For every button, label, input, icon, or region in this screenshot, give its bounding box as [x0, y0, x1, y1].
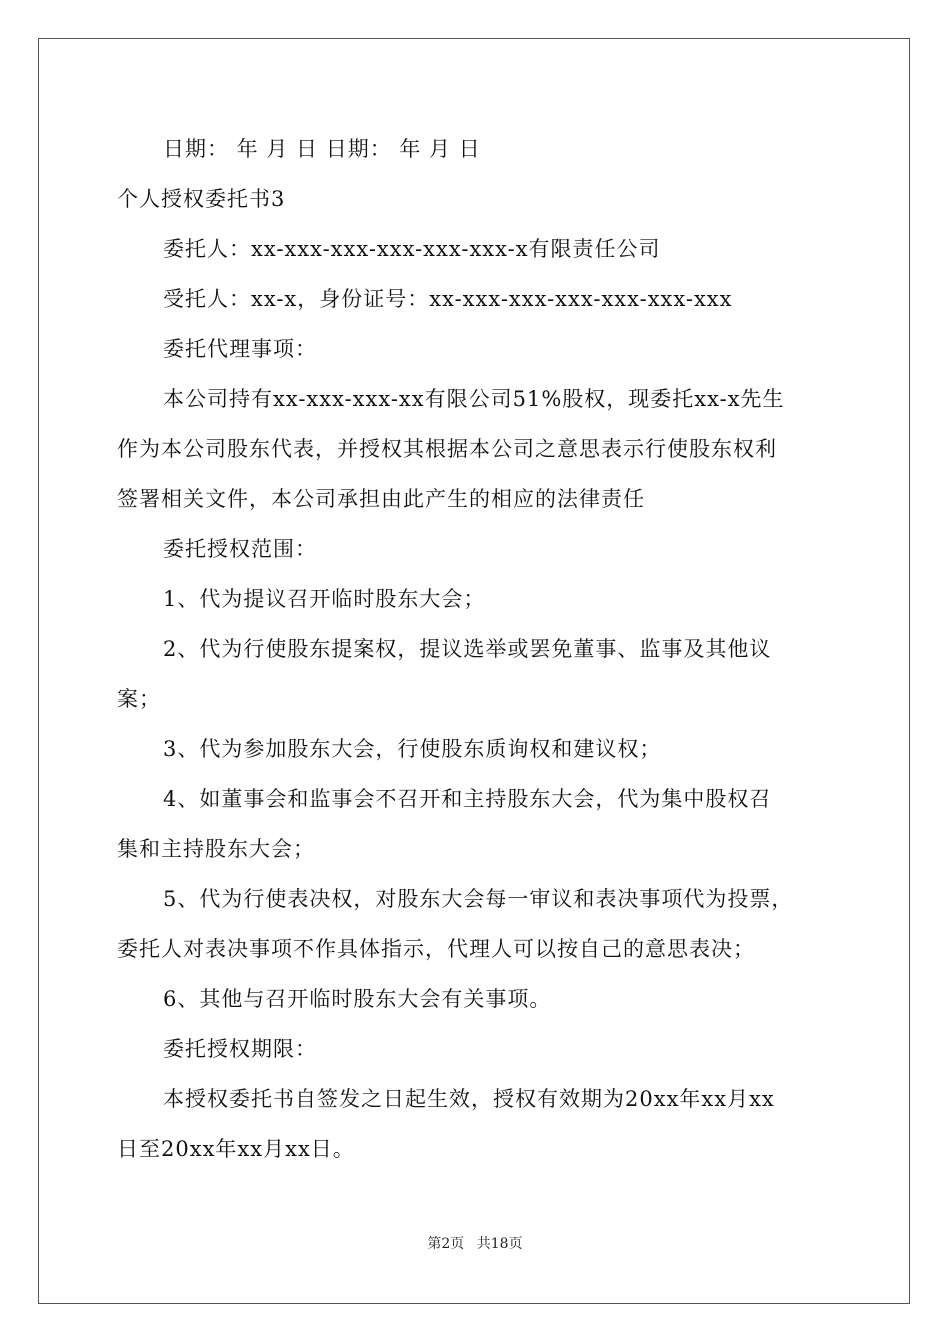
scope-item-continuation: 集和主持股东大会； [117, 837, 315, 861]
document-body [117, 128, 837, 1164]
page-number: 第2页 [427, 1236, 465, 1252]
scope-item: 5、代为行使表决权，对股东大会每一审议和表决事项代为投票， [163, 887, 794, 911]
scope-item: 4、如董事会和监事会不召开和主持股东大会，代为集中股权召 [163, 787, 772, 811]
scope-item-continuation: 案； [117, 687, 161, 711]
scope-item-continuation: 委托人对表决事项不作具体指示，代理人可以按自己的意思表决； [117, 937, 755, 961]
scope-item: 3、代为参加股东大会，行使股东质询权和建议权； [163, 737, 662, 761]
term-heading: 委托授权期限： [163, 1037, 317, 1061]
date-line: 日期： 年 月 日 日期： 年 月 日 [163, 137, 481, 161]
term-body-line: 日至20xx年xx月xx日。 [117, 1137, 355, 1161]
matters-heading: 委托代理事项： [163, 337, 317, 361]
scope-item: 6、其他与召开临时股东大会有关事项。 [163, 987, 552, 1011]
section-title: 个人授权委托书3 [117, 187, 286, 211]
page-footer [0, 1235, 950, 1253]
principal-line: 委托人：xx-xxx-xxx-xxx-xxx-xxx-x有限责任公司 [163, 237, 661, 261]
page-total: 共18页 [476, 1236, 523, 1252]
matters-body-line: 作为本公司股东代表，并授权其根据本公司之意思表示行使股东权利 [117, 437, 777, 461]
agent-line: 受托人：xx-x，身份证号：xx-xxx-xxx-xxx-xxx-xxx-xxx [163, 287, 733, 311]
scope-item: 1、代为提议召开临时股东大会； [163, 587, 486, 611]
scope-item: 2、代为行使股东提案权，提议选举或罢免董事、监事及其他议 [163, 637, 772, 661]
matters-body-line: 本公司持有xx-xxx-xxx-xx有限公司51%股权，现委托xx-x先生 [163, 387, 785, 411]
scope-heading: 委托授权范围： [163, 537, 317, 561]
matters-body-line: 签署相关文件，本公司承担由此产生的相应的法律责任 [117, 487, 645, 511]
term-body-line: 本授权委托书自签发之日起生效，授权有效期为20xx年xx月xx [163, 1087, 775, 1111]
